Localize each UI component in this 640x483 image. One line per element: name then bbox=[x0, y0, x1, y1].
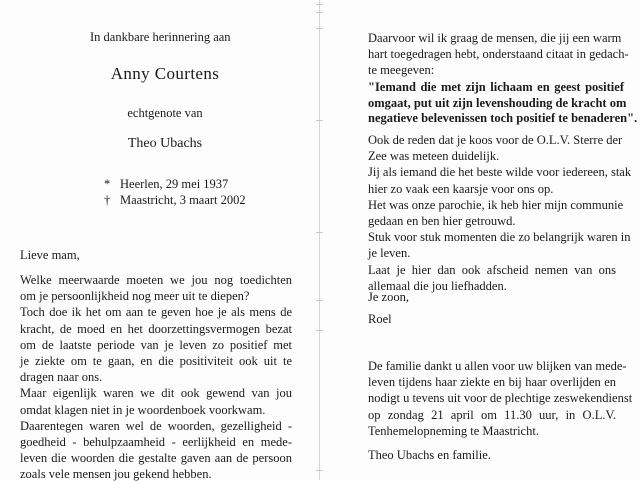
quote-line: "Iemand die met zijn lichaam en geest positief bbox=[368, 80, 624, 94]
letter-line: Toch doe ik het om aan te geven hoe je als mens de bbox=[20, 305, 292, 320]
letter-line: omdat klagen niet in je woordenboek voorkwam. bbox=[20, 402, 266, 417]
paragraph-line: gedaan en ben hier getrouwd. bbox=[368, 214, 516, 229]
paragraph-line: op zondag 21 april om 11.30 uur, in O.L.V. bbox=[368, 407, 616, 422]
spouse-label: echtgenote van bbox=[127, 106, 203, 120]
closing: Je zoon, bbox=[368, 290, 409, 304]
signature: Roel bbox=[368, 312, 392, 326]
quote-line: omgaat, put uit zijn levenshouding de kracht om bbox=[368, 95, 627, 110]
letter-line: goedheid - behulpzaamheid - eerlijkheid en mede- bbox=[20, 435, 292, 450]
paragraph-line: te meegeven: bbox=[368, 63, 435, 78]
letter-line: Daarentegen waren wel de woorden, gezelligheid - bbox=[20, 418, 292, 433]
paragraph-line: je leven. bbox=[368, 246, 411, 261]
letter-text bbox=[20, 272, 292, 483]
family-paragraph bbox=[368, 358, 633, 439]
deceased-name: Anny Courtens bbox=[110, 64, 220, 83]
paragraph-line: Ook de reden dat je koos voor de O.L.V. Sterre der bbox=[368, 133, 623, 147]
spouse-name: Theo Ubachs bbox=[127, 136, 203, 151]
birth-text: Heerlen, 29 mei 1937 bbox=[120, 177, 229, 191]
letter-line: Welke meerwaarde moeten we jou nog toedichten bbox=[20, 273, 292, 287]
paragraph-line: allemaal die jou liefhadden. bbox=[368, 278, 507, 293]
quote-line: negatieve belevenissen toch positief te benaderen". bbox=[368, 111, 638, 125]
intro-paragraph bbox=[368, 30, 629, 79]
letter-line: dragen naar ons. bbox=[20, 370, 103, 385]
death-text: Maastricht, 3 maart 2002 bbox=[120, 193, 246, 207]
paragraph-line: Jij als iemand die het beste wilde voor iedereen, stak bbox=[368, 165, 632, 180]
death-line bbox=[104, 192, 246, 208]
letter-line: je ziekte om te gaan, en die positiviteit ook uit te bbox=[20, 354, 292, 369]
letter-line: Maar eigenlijk waren we dit ook gewend van jou bbox=[20, 386, 292, 401]
body-paragraph bbox=[368, 132, 632, 294]
paragraph-line: hart toegedragen hebt, onderstaand citaat in gedach- bbox=[368, 47, 629, 62]
paragraph-line: leven tijdens haar ziekte en bij haar overlijden en bbox=[368, 375, 616, 390]
paragraph-line: Tenhemelopneming te Maastricht. bbox=[368, 423, 539, 438]
paragraph-line: Zee was meteen duidelijk. bbox=[368, 149, 500, 164]
birth-line bbox=[104, 176, 246, 192]
letter-line: zoals vele mensen jou gekend hebben. bbox=[20, 467, 212, 482]
letter-line: kracht, de moed en het doorzettingsvermogen bezat bbox=[20, 321, 292, 336]
fold-marks bbox=[316, 0, 323, 480]
paragraph-line: Het was onze parochie, ik heb hier mijn communie bbox=[368, 197, 624, 212]
paragraph-line: De familie dankt u allen voor uw blijken van mede- bbox=[368, 359, 627, 373]
birth-symbol-icon: * bbox=[104, 177, 111, 191]
quote bbox=[368, 80, 638, 127]
paragraph-line: Stuk voor stuk momenten die zo belangrijk waren in bbox=[368, 230, 631, 245]
paragraph-line: nodigt u tevens uit voor de plechtige zeswekendienst bbox=[368, 391, 633, 406]
intro-text: In dankbare herinnering aan bbox=[90, 30, 231, 44]
greeting: Lieve mam, bbox=[20, 248, 80, 262]
life-dates bbox=[104, 176, 246, 208]
letter-line: om de laatste periode van je leven zo positief met bbox=[20, 337, 292, 352]
letter-line: leven die woorden die gestalte gaven aan de persoon bbox=[20, 451, 292, 466]
cross-icon: † bbox=[104, 193, 111, 207]
paragraph-line: Daarvoor wil ik graag de mensen, die jij een warm bbox=[368, 31, 622, 45]
paragraph-line: Laat je hier dan ook afscheid nemen van ons bbox=[368, 262, 616, 277]
letter-line: om je persoonlijkheid nog meer uit te diepen? bbox=[20, 289, 250, 304]
paragraph-line: hier zo vaak een kaarsje voor ons op. bbox=[368, 181, 554, 196]
family-signature: Theo Ubachs en familie. bbox=[368, 448, 491, 462]
